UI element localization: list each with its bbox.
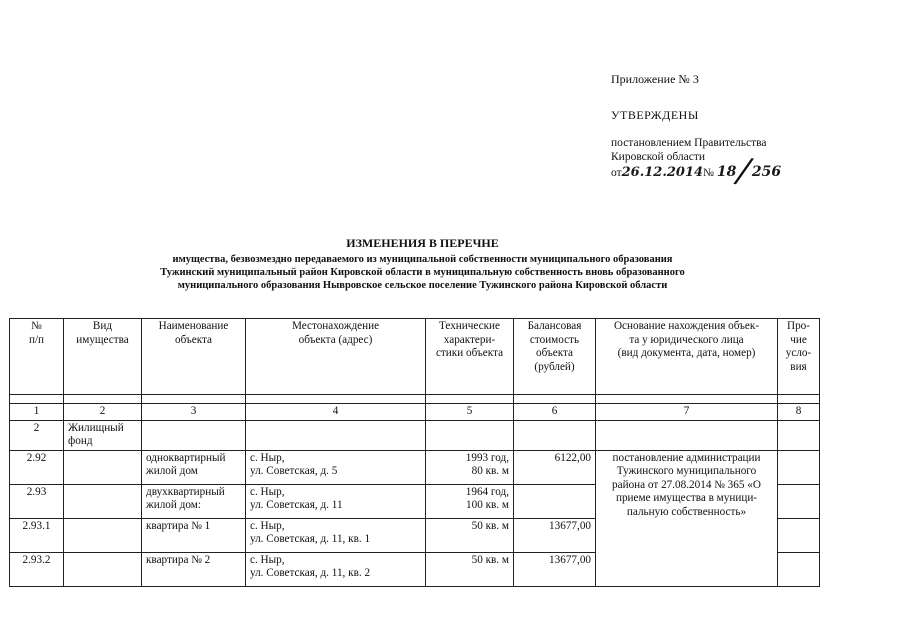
- row-address: с. Ныр, ул. Советская, д. 5: [246, 450, 426, 484]
- row-kind: [64, 552, 142, 586]
- group-row: [10, 420, 820, 450]
- approved-label: УТВЕРЖДЕНЫ: [611, 108, 699, 122]
- column-number: 6: [514, 404, 596, 421]
- row-name: двухквартирный жилой дом:: [142, 484, 246, 518]
- separator-cell: [514, 395, 596, 404]
- row-address: с. Ныр, ул. Советская, д. 11, кв. 1: [246, 518, 426, 552]
- group-empty: [514, 420, 596, 450]
- separator-cell: [142, 395, 246, 404]
- header-row: [10, 319, 820, 395]
- header-tech: Технические характери- стики объекта: [426, 319, 514, 395]
- header-kind: Вид имущества: [64, 319, 142, 395]
- appendix-label: Приложение № 3: [611, 72, 699, 86]
- row-num: 2.93.2: [10, 552, 64, 586]
- header-basis: Основание нахождения объек- та у юридического лица (вид документа, дата, номер): [596, 319, 778, 395]
- row-address: с. Ныр, ул. Советская, д. 11, кв. 2: [246, 552, 426, 586]
- row-name: квартира № 1: [142, 518, 246, 552]
- group-kind: Жилищный фонд: [64, 420, 142, 450]
- decree-prefix: от: [611, 167, 622, 179]
- row-kind: [64, 518, 142, 552]
- decree-no-label: №: [703, 167, 715, 179]
- group-empty: [246, 420, 426, 450]
- header-address: Местонахождение объекта (адрес): [246, 319, 426, 395]
- title-line-2: Тужинский муниципальный район Кировской области в муниципальную собственность вновь образованного: [160, 267, 685, 279]
- column-number: 3: [142, 404, 246, 421]
- title-main: ИЗМЕНЕНИЯ В ПЕРЕЧНЕ: [346, 236, 499, 250]
- separator-cell: [778, 395, 820, 404]
- property-table: [9, 318, 820, 587]
- column-number: 4: [246, 404, 426, 421]
- row-tech: 1964 год, 100 кв. м: [426, 484, 514, 518]
- table-row: [10, 450, 820, 484]
- decree-reference: [611, 136, 871, 192]
- decree-no-part1-handwritten: 18: [716, 164, 737, 180]
- group-empty: [426, 420, 514, 450]
- decree-date-handwritten: 26.12.2014: [621, 165, 704, 180]
- row-other: [778, 450, 820, 484]
- separator-cell: [64, 395, 142, 404]
- row-num: 2.93: [10, 484, 64, 518]
- row-other: [778, 484, 820, 518]
- row-other: [778, 552, 820, 586]
- row-cost: 13677,00: [514, 518, 596, 552]
- separator-cell: [246, 395, 426, 404]
- row-cost: [514, 484, 596, 518]
- separator-cell: [426, 395, 514, 404]
- column-number: 5: [426, 404, 514, 421]
- title-line-3: муниципального образования Нывровское сельское поселение Тужинского района Кировской области: [177, 280, 668, 292]
- column-number-row: [10, 404, 820, 421]
- column-number: 1: [10, 404, 64, 421]
- row-cost: 6122,00: [514, 450, 596, 484]
- decree-line-1: постановлением Правительства: [611, 137, 767, 149]
- separator-cell: [10, 395, 64, 404]
- row-tech: 50 кв. м: [426, 518, 514, 552]
- handwritten-slash: /: [735, 150, 753, 192]
- group-empty: [778, 420, 820, 450]
- document-title: [0, 236, 845, 293]
- row-address: с. Ныр, ул. Советская, д. 11: [246, 484, 426, 518]
- row-num: 2.92: [10, 450, 64, 484]
- separator-row: [10, 395, 820, 404]
- header-other: Про- чие усло- вия: [778, 319, 820, 395]
- group-num: 2: [10, 420, 64, 450]
- row-name: квартира № 2: [142, 552, 246, 586]
- row-tech: 1993 год, 80 кв. м: [426, 450, 514, 484]
- group-empty: [596, 420, 778, 450]
- row-name: одноквартирный жилой дом: [142, 450, 246, 484]
- decree-line-2: Кировской области: [611, 151, 706, 163]
- header-name: Наименование объекта: [142, 319, 246, 395]
- row-cost: 13677,00: [514, 552, 596, 586]
- header-num: № п/п: [10, 319, 64, 395]
- group-empty: [142, 420, 246, 450]
- decree-no-part2-handwritten: 256: [751, 164, 782, 180]
- row-kind: [64, 450, 142, 484]
- row-num: 2.93.1: [10, 518, 64, 552]
- separator-cell: [596, 395, 778, 404]
- row-basis: постановление администрации Тужинского муниципального района от 27.08.2014 № 365 «О приеме имущества в муници- пальную собственность»: [596, 450, 778, 586]
- column-number: 7: [596, 404, 778, 421]
- column-number: 2: [64, 404, 142, 421]
- header-cost: Балансовая стоимость объекта (рублей): [514, 319, 596, 395]
- row-kind: [64, 484, 142, 518]
- title-line-1: имущества, безвозмездно передаваемого из муниципальной собственности муниципального образования: [172, 254, 673, 265]
- column-number: 8: [778, 404, 820, 421]
- row-tech: 50 кв. м: [426, 552, 514, 586]
- row-other: [778, 518, 820, 552]
